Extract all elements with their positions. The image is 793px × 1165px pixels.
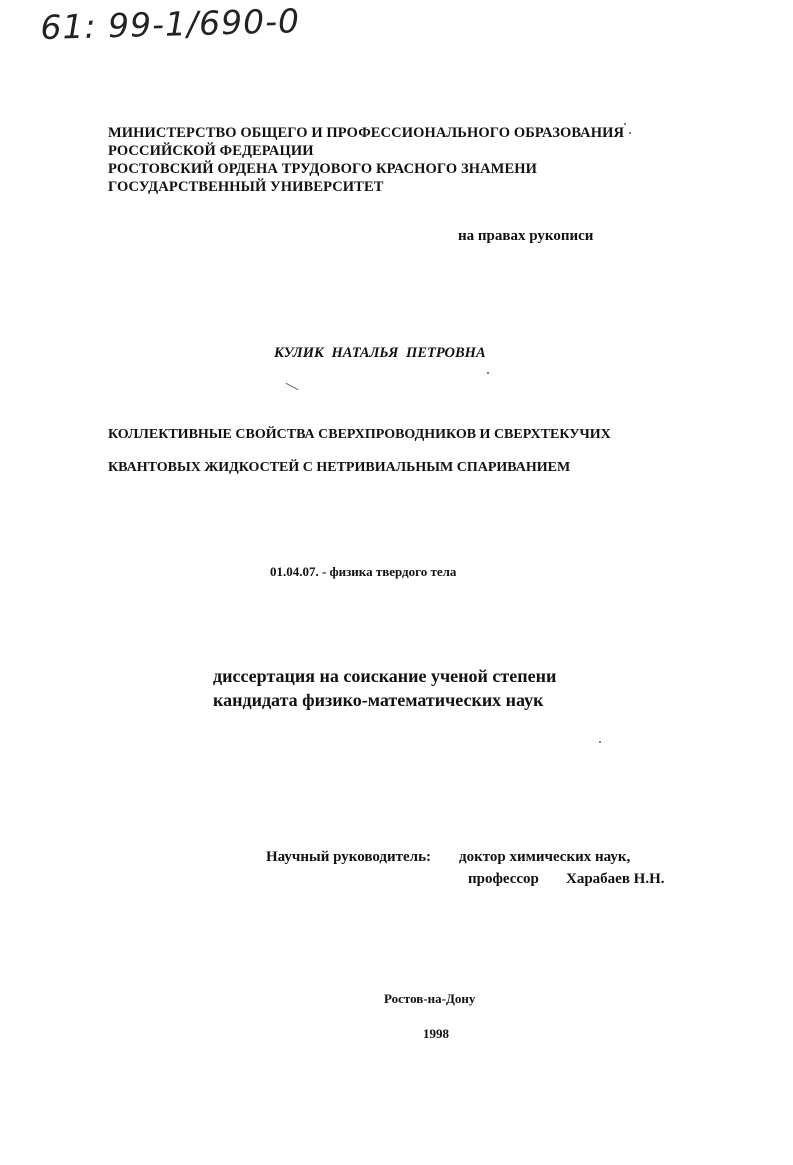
archive-code-handwritten: 61: 99-1/690-0 xyxy=(40,1,301,47)
ministry-line: РОССИЙСКОЙ ФЕДЕРАЦИИ xyxy=(108,143,314,159)
ministry-line: ГОСУДАРСТВЕННЫЙ УНИВЕРСИТЕТ xyxy=(108,179,384,195)
dissertation-title-line: КВАНТОВЫХ ЖИДКОСТЕЙ С НЕТРИВИАЛЬНЫМ СПАРИВАНИЕМ xyxy=(108,460,571,475)
scan-speck xyxy=(624,123,626,125)
supervisor-degree: доктор химических наук, xyxy=(459,849,631,865)
author-name: КУЛИК НАТАЛЬЯ ПЕТРОВНА xyxy=(274,345,486,361)
supervisor-title: профессор xyxy=(468,871,539,887)
year: 1998 xyxy=(423,1026,449,1041)
manuscript-rights-note: на правах рукописи xyxy=(458,228,594,244)
degree-line: кандидата физико-математических наук xyxy=(213,690,544,710)
city: Ростов-на-Дону xyxy=(384,991,476,1006)
ministry-line: МИНИСТЕРСТВО ОБЩЕГО И ПРОФЕССИОНАЛЬНОГО ОБРАЗОВАНИЯ xyxy=(108,125,625,141)
degree-line: диссертация на соискание ученой степени xyxy=(213,666,557,686)
ministry-header xyxy=(108,124,624,196)
ministry-line: РОСТОВСКИЙ ОРДЕНА ТРУДОВОГО КРАСНОГО ЗНАМЕНИ xyxy=(108,161,537,177)
scan-speck xyxy=(487,372,489,374)
supervisor-name: Харабаев Н.Н. xyxy=(566,871,665,887)
scan-speck xyxy=(629,132,631,134)
scan-speck xyxy=(599,741,601,743)
degree-statement xyxy=(213,664,556,712)
dissertation-title-line: КОЛЛЕКТИВНЫЕ СВОЙСТВА СВЕРХПРОВОДНИКОВ И СВЕРХТЕКУЧИХ xyxy=(108,427,611,442)
specialty-code: 01.04.07. - физика твердого тела xyxy=(270,564,457,579)
scan-mark xyxy=(286,383,299,390)
supervisor-label: Научный руководитель: xyxy=(266,849,431,865)
